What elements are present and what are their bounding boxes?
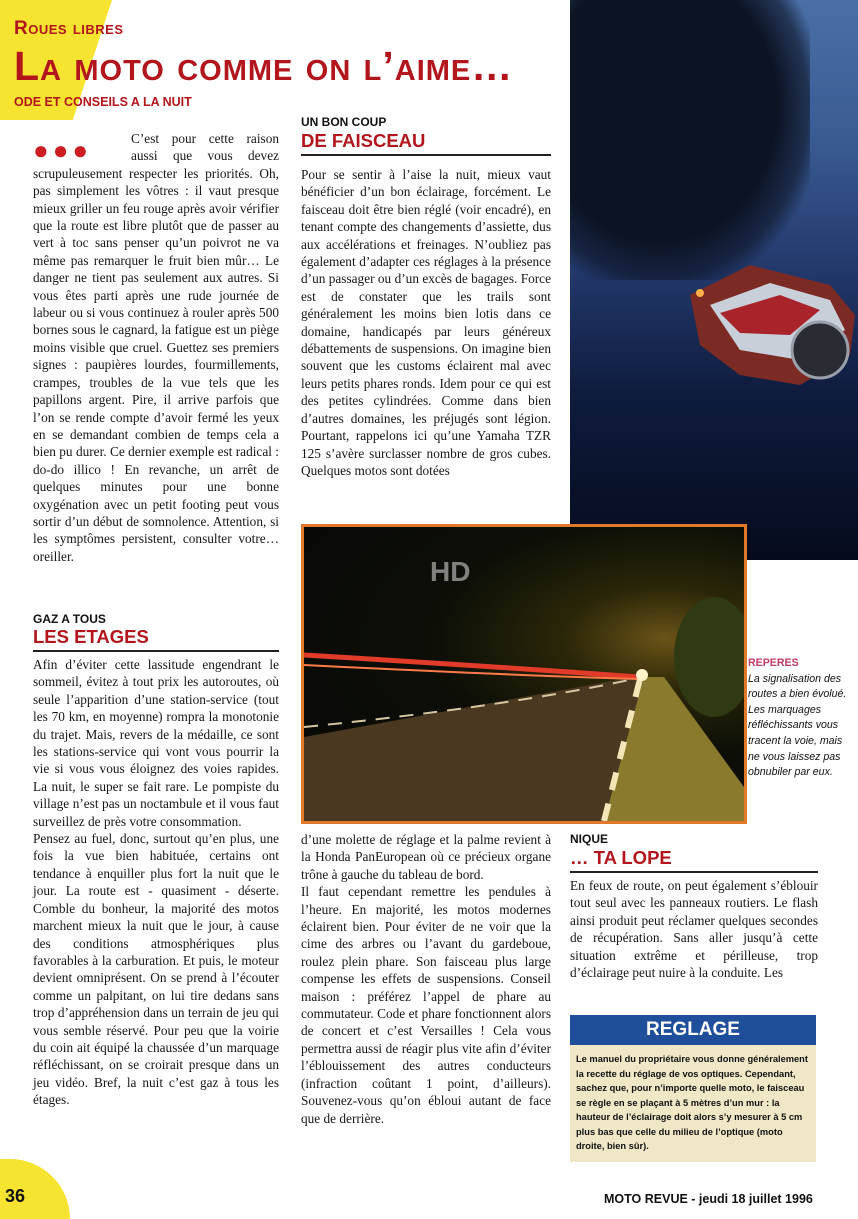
watermark-logo: HD — [430, 556, 471, 587]
column-2-paragraph-2: d’une molette de réglage et la palme revient à la Honda PanEuropean où ce précieux organe trône à gauche du tableau de bord. — [301, 832, 551, 882]
column-1-paragraph-1: C’est pour cette raison aussi que vous devez scrupuleusement respecter les priorités. Oh, pas simplement les vôtres : il vaut presque mieux griller un feu rouge après avoir vérifier que la route est libre plutôt que de passer au vert à toc sans penser qu’un poivrot ne va même pas remarquer le fruit bien mûr… Le danger ne tient pas seulement aux autres. Si vous êtes parti après une rude journée de labeur ou si vous continuez à rouler après 500 bornes sous le cagnard, la fatigue est un piège moins visible que cruel. Guettez ses premiers signes : paupières lourdes, fourmillements, crampes, troubles de la vue tels que les papillons argent. Pire, il arrive parfois que l’on se rende compte d’avoir fermé les yeux en se demandant combien de temps cela a bien pu durer. Ce dernier exemple est radical : do-do illico ! En revanche, un arrêt de quelques minutes pour une bonne oxygénation avec un petit footing peut vous sortir d’un début de somnolence. Attention, si les symptômes persistent, consulter votre… oreiller. — [33, 131, 279, 564]
column-1-paragraph-3: Pensez au fuel, donc, surtout qu’en plus, une fois la vue bien habituée, certains ont tendance à enquiller plus fort la nuit que le jour. La route est - quasiment - déserte. Comble du bonheur, la majorité des motos marchent mieux la nuit que le jour, à cause des conditions atmosphériques plus favorables à la carburation. Et puis, le moteur devient omniprésent. On se prend à l’écouter comme un palpitant, on lui tire dedans sans trop d’appréhension dans un terrain de jeu qui vous semble réservé. Pour peu que la voirie du coin ait équipé la chaussée d’un marquage réfléchissant, on se croirait presque dans un jeu vidéo. Bref, la nuit c’est gaz à tous les étages. — [33, 831, 279, 1108]
column-2-bottom — [301, 831, 551, 1127]
column-3-text — [570, 877, 818, 981]
reglage-title: REGLAGE — [570, 1015, 816, 1045]
bullet-dots — [33, 130, 131, 164]
divider-line — [33, 650, 279, 652]
divider-line — [570, 871, 818, 873]
red-dots-icon: ●●● — [33, 136, 93, 165]
subsection-label-bon-coup: UN BON COUP — [301, 115, 387, 129]
caption-text: La signalisation des routes a bien évolué. Les marquages réfléchissants vous tracent la voie, mais ne vous laissez pas obnubiler par eux. — [748, 672, 847, 779]
subsection-title-faisceau: DE FAISCEAU — [301, 130, 426, 151]
column-2-paragraph-1: Pour se sentir à l’aise la nuit, mieux vaut bénéficier d’un bon éclairage, forcément. Le faisceau doit être bien réglé (voir encadré), en tenant compte des changements d’assiette, dus aux accélérations et freinages. N’oubliez pas également d’adapter ces réglages à la présence d’un passager ou d’un excès de bagages. Force est de constater que les trails sont généralement les moins bien lotis dans ce domaine, handicapés par leurs généreux débattements de suspensions. On imagine bien souvent que les customs éclairent mal avec leurs petits phares ronds. Idem pour ce qui est des petites cylindrées. Comme dans bien d’autres domaines, les préjugés sont légion. Pourtant, rappelons ici qu’une Yamaha TZR 125 s’avère surclasser nombre de gros cubes. Quelques motos sont dotées — [301, 167, 551, 478]
photo-caption — [748, 656, 856, 781]
column-2-paragraph-3: Il faut cependant remettre les pendules à l’heure. En majorité, les motos modernes éclairent bien. Pour éviter de ne voir que la cime des arbres ou l’avant du gardeboue, roulez plein phare. Son faisceau plus large compense les effets de suspensions. Conseil maison : préférez l’appel de phare au commutateur. Code et phare fonctionnent alors de concert et c’est Versailles ! Cela vous permettra aussi de réagir plus vite afin d’éviter l’éblouissement des autres conducteurs (infraction coûtant 1 point, d’ailleurs). Souvenez-vous qu’on ébloui autant de face que de derrière. — [301, 884, 551, 1126]
column-2-top — [301, 166, 551, 479]
column-1-paragraph-2: Afin d’éviter cette lassitude engendrant le sommeil, évitez à tout prix les autoroutes, où seule l’apparition d’une station-service (tout les 70 km, en moyenne) rompra la monotonie du trajet. Mais, revers de la médaille, ce sont les stations-service qui vont vous pourrir la vie si vous vous éloignez des voies rapides. La nuit, le super se fait rare. Le pompiste du village n’est pas un noctambule et il vous faut surveillez de près votre consommation. — [33, 657, 279, 829]
caption-title: REPERES — [748, 657, 799, 669]
night-road-photo — [301, 524, 747, 824]
section-title: Roues libres — [14, 18, 124, 39]
motorcycle-illustration — [680, 255, 858, 405]
reglage-box — [570, 1015, 816, 1162]
road-scene — [304, 527, 744, 821]
headline: La moto comme on l’aime… — [14, 43, 514, 89]
divider-line — [301, 154, 551, 156]
subsection-label-nique: NIQUE — [570, 832, 609, 846]
page-number: 36 — [5, 1186, 26, 1206]
tree-silhouette — [570, 0, 810, 280]
subsection-title-lope: … TA LOPE — [570, 847, 672, 868]
footer-magazine-date: MOTO REVUE - jeudi 18 juillet 1996 — [604, 1192, 813, 1206]
subsection-title-etages: LES ETAGES — [33, 626, 149, 647]
night-motorcycle-photo — [570, 0, 858, 560]
column-1-intro — [33, 130, 279, 565]
reglage-text: Le manuel du propriétaire vous donne généralement la recette du réglage de vos optiques. Cependant, sachez que, pour n’importe quelle moto, le faisceau se règle en se plaçant à 5 mètres d’un mur : la hauteur de l’éclairage doit alors s’y mesurer à 5 cm plus bas que celle du milieu de l’optique (moto droite, bien sûr). — [576, 1054, 808, 1151]
subheadline: ODE ET CONSEILS A LA NUIT — [14, 95, 192, 109]
column-3-paragraph-1: En feux de route, on peut également s’éblouir tout seul avec les panneaux routiers. Le flash ainsi produit peut réclamer quelques secondes de récupération. Sans aller jusqu’à cette situation extrême et périlleuse, trop d’éclairage peut nuire à la conduite. Les — [570, 878, 818, 981]
column-1-continued — [33, 656, 279, 1109]
subsection-label-gaz: GAZ A TOUS — [33, 612, 106, 626]
